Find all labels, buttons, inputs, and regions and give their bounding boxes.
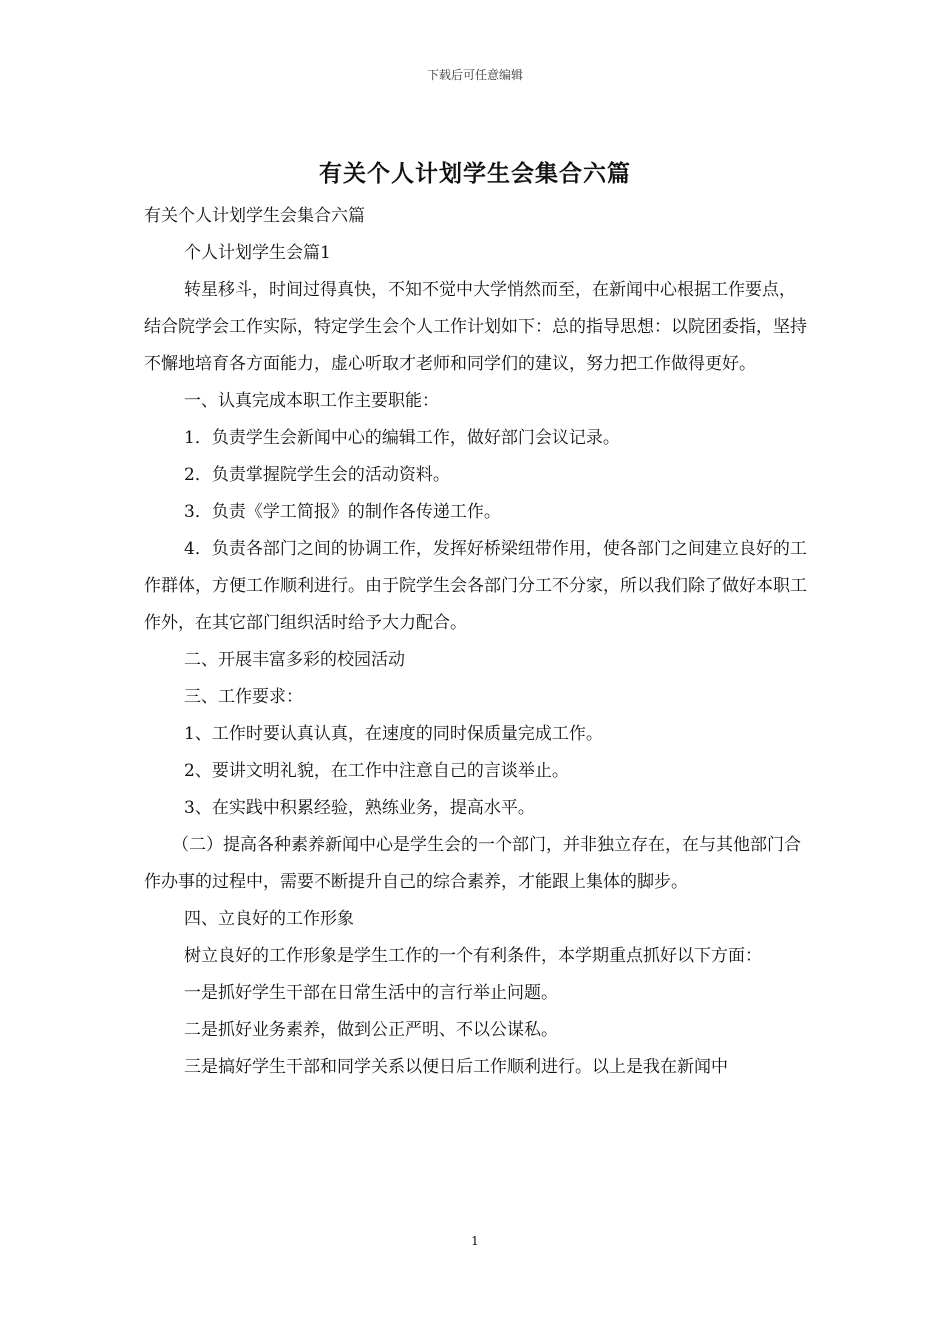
document-subtitle: 有关个人计划学生会集合六篇 (144, 206, 365, 226)
paragraph: 2、要讲文明礼貌，在工作中注意自己的言谈举止。 (184, 761, 569, 781)
section-heading: 个人计划学生会篇1 (184, 243, 331, 263)
paragraph: 转星移斗，时间过得真快，不知不觉中大学悄然而至，在新闻中心根据工作要点，结合院学会工作实际，特定学生会个人工作计划如下：总的指导思想：以院团委指，坚持不懈地培育各方面能力，虚心听取才老师和同学们的建议，努力把工作做得更好。 (144, 280, 807, 374)
paragraph: 一是抓好学生干部在日常生活中的言行举止问题。 (184, 983, 558, 1003)
document-body (144, 198, 809, 1086)
document-title: 有关个人计划学生会集合六篇 (319, 160, 631, 187)
page-number: 1 (471, 1234, 479, 1248)
paragraph: 3．负责《学工简报》的制作各传递工作。 (184, 502, 501, 522)
paragraph: 一、认真完成本职工作主要职能： (184, 391, 439, 411)
paragraph: 三、工作要求： (184, 687, 303, 707)
paragraph: （二）提高各种素养新闻中心是学生会的一个部门，并非独立存在，在与其他部门合作办事的过程中，需要不断提升自己的综合素养，才能跟上集体的脚步。 (144, 835, 801, 892)
paragraph: 二、开展丰富多彩的校园活动 (184, 650, 405, 670)
paragraph: 2．负责掌握院学生会的活动资料。 (184, 465, 450, 485)
paragraph: 4．负责各部门之间的协调工作，发挥好桥梁纽带作用，使各部门之间建立良好的工作群体，方便工作顺利进行。由于院学生会各部门分工不分家，所以我们除了做好本职工作外，在其它部门组织活时给予大力配合。 (144, 539, 807, 633)
header-note: 下载后可任意编辑 (426, 68, 523, 82)
paragraph: 四、立良好的工作形象 (184, 909, 354, 929)
paragraph: 1、工作时要认真认真，在速度的同时保质量完成工作。 (184, 724, 603, 744)
paragraph: 二是抓好业务素养，做到公正严明、不以公谋私。 (184, 1020, 558, 1040)
paragraph: 1．负责学生会新闻中心的编辑工作，做好部门会议记录。 (184, 428, 620, 448)
paragraph: 三是搞好学生干部和同学关系以便日后工作顺利进行。以上是我在新闻中 (184, 1057, 728, 1077)
paragraph: 3、在实践中积累经验，熟练业务，提高水平。 (184, 798, 535, 818)
paragraph: 树立良好的工作形象是学生工作的一个有利条件，本学期重点抓好以下方面： (184, 946, 762, 966)
